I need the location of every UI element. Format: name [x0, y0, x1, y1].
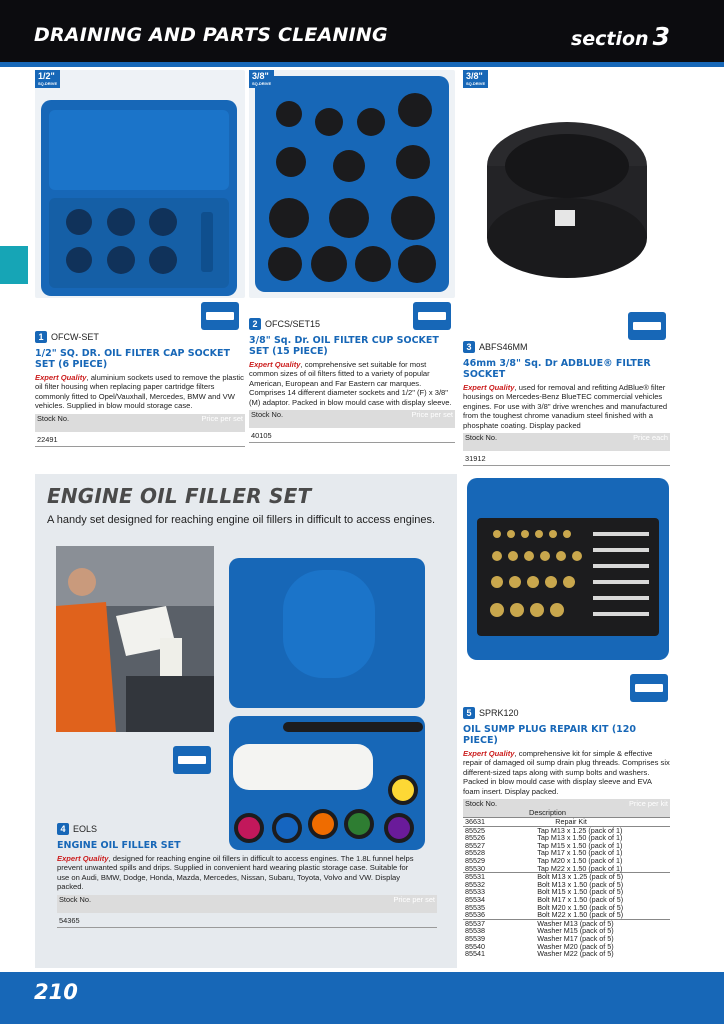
stock-header: Stock No. Price each — [463, 433, 670, 451]
description-cell: Tap M13 x 1.25 (pack of 1) — [495, 826, 670, 834]
stock-cell: 85525 — [463, 826, 495, 834]
description-cell: Repair Kit — [495, 818, 670, 827]
stock-cell: 85534 — [465, 894, 485, 904]
draper-expert-logo — [201, 302, 239, 330]
product-image — [35, 70, 245, 298]
drive-size-badge: 1/2" SQ.DRIVE — [35, 70, 60, 88]
stock-cell: 85538 — [465, 926, 485, 936]
description-cell: Bolt M20 x 1.50 (pack of 5) — [537, 902, 624, 912]
stock-number: 31912 — [463, 451, 670, 466]
page-number: 210 — [34, 980, 78, 1004]
product-description: Expert Quality, designed for reaching engine oil fillers in difficult to access engines. The 1.8L funnel helps prevent unwanted spills and drips. Supplied in convenient hard wearing plastic storage case. Suitable for use on Audi, BMW, Dodge, Honda, Mazda, Mercedes, Nissan, Subaru, Toyota, Volvo and VW. Display packed. — [57, 854, 414, 892]
product-code: EOLS — [73, 823, 98, 834]
description-cell: Washer M15 (pack of 5) — [537, 926, 614, 936]
description-cell: Tap M13 x 1.50 (pack of 1) — [537, 833, 623, 843]
stock-cell: 85527 — [465, 840, 485, 850]
adblue-socket-image — [463, 70, 670, 298]
description-cell: Tap M15 x 1.50 (pack of 1) — [537, 840, 623, 850]
description-cell: Tap M20 x 1.50 (pack of 1) — [537, 856, 623, 865]
stock-cell: 36631 — [463, 818, 495, 827]
stock-cell: 85539 — [465, 933, 485, 943]
stock-header: Stock No. Price per set — [249, 410, 455, 428]
stock-number: 54365 — [57, 913, 437, 928]
product-image — [249, 70, 455, 298]
stock-cell: 85531 — [463, 873, 495, 881]
mechanic-photo — [56, 546, 214, 732]
product-description: Expert Quality, aluminium sockets used to remove the plastic oil filter housing when replacing paper cartridge filters commonly fitted to Opel/Vauxhall, Mercedes, BMW and VW vehicles. Supplied in blow mould storage case. — [35, 373, 244, 411]
description-cell: Bolt M17 x 1.50 (pack of 5) — [537, 894, 624, 904]
description-cell: Tap M22 x 1.50 (pack of 1) — [537, 863, 623, 873]
stock-cell: 85536 — [465, 910, 485, 920]
section-label: section 3 — [570, 22, 670, 51]
product-title: ENGINE OIL FILLER SET — [57, 840, 181, 851]
product-code: OFCW-SET — [51, 331, 99, 342]
engine-oil-filler-panel — [35, 474, 457, 968]
stock-cell: 85530 — [465, 863, 485, 873]
description-cell: Bolt M15 x 1.50 (pack of 5) — [537, 887, 624, 897]
section-number: 3 — [652, 22, 670, 51]
stock-number: 40105 — [249, 428, 455, 443]
description-cell: Bolt M13 x 1.50 (pack of 5) — [537, 879, 624, 889]
product-title: 3/8" Sq. Dr. OIL FILTER CUP SOCKET SET (15 PIECE) — [249, 335, 439, 357]
draper-expert-logo — [630, 674, 668, 702]
header-stripe — [0, 62, 724, 67]
repair-kit-table — [463, 817, 670, 958]
product-code: OFCS/SET15 — [265, 318, 321, 329]
description-cell: Washer M17 (pack of 5) — [537, 933, 614, 943]
drive-size-badge: 3/8" SQ.DRIVE — [463, 70, 488, 88]
section-side-tab — [0, 246, 28, 284]
draper-expert-logo — [173, 746, 211, 774]
description-cell: Bolt M22 x 1.50 (pack of 5) — [537, 910, 624, 920]
product-number-badge: 4 — [57, 823, 69, 835]
stock-cell: 85526 — [465, 833, 485, 843]
cup-socket-case-image — [249, 70, 455, 298]
description-cell: Bolt M13 x 1.25 (pack of 5) — [495, 873, 670, 881]
product-title: OIL SUMP PLUG REPAIR KIT (120 PIECE) — [463, 724, 637, 746]
oil-filler-case-image — [223, 554, 437, 854]
draper-expert-logo — [628, 312, 666, 340]
product-number-badge: 2 — [249, 318, 261, 330]
product-image — [463, 70, 670, 298]
product-code: ABFS46MM — [479, 341, 528, 352]
stock-header: Stock No. Price per set — [35, 414, 245, 432]
socket-case-image — [35, 70, 245, 298]
stock-cell: 85540 — [465, 941, 485, 951]
repair-kit-case-image — [463, 474, 673, 664]
product-title: 1/2" SQ. DR. OIL FILTER CAP SOCKET SET (6 PIECE) — [35, 348, 230, 370]
product-number-badge: 1 — [35, 331, 47, 343]
table-row — [463, 950, 670, 958]
stock-header: Stock No. Price per set — [57, 895, 437, 913]
stock-cell: 85541 — [465, 949, 485, 959]
product-code: SPRK120 — [479, 707, 519, 718]
product-description: Expert Quality, comprehensive kit for simple & effective repair of damaged oil sump drain plug threads. Comprises six different-sized taps along with sump bolts and washers. Packed in blow mould case with display sleeve and EVA foam insert. Display packed. — [463, 749, 670, 796]
panel-subheading: A handy set designed for reaching engine oil fillers in difficult to access engines. — [47, 514, 436, 526]
page-header — [0, 0, 724, 62]
stock-cell: 85532 — [465, 879, 485, 889]
stock-cell: 85535 — [465, 902, 485, 912]
description-header: Description — [529, 808, 566, 818]
stock-number: 22491 — [35, 432, 245, 447]
product-number-badge: 3 — [463, 341, 475, 353]
description-cell: Washer M20 (pack of 5) — [537, 941, 614, 951]
description-cell: Washer M13 (pack of 5) — [495, 919, 670, 927]
description-cell: Tap M17 x 1.50 (pack of 1) — [537, 848, 623, 858]
stock-cell: 85529 — [465, 856, 485, 865]
description-cell: Washer M22 (pack of 5) — [537, 949, 614, 959]
product-number-badge: 5 — [463, 707, 475, 719]
product-description: Expert Quality, used for removal and refitting AdBlue® filter housings on Mercedes-Benz BlueTEC commercial vehicles engines. For use with 3/8" drive wrenches and manufactured from the toughest chrome vanadium steel finished with a phosphate coating. Display packed — [463, 383, 668, 430]
stock-cell: 85533 — [465, 887, 485, 897]
panel-heading: ENGINE OIL FILLER SET — [47, 484, 312, 508]
product-description: Expert Quality, comprehensive set suitable for most common sizes of oil filters fitted to a variety of popular American, European and Far Eastern car marques. Comprises 14 different diameter sockets and 1/2" (F) x 3/8" (M) adaptor. Packed in blow mould case with display sleeve. — [249, 360, 452, 407]
stock-cell: 85537 — [463, 919, 495, 927]
table-row — [463, 818, 670, 827]
header-title: DRAINING AND PARTS CLEANING — [34, 24, 388, 46]
repair-kit-card — [463, 704, 670, 958]
product-title: 46mm 3/8" Sq. Dr ADBLUE® FILTER SOCKET — [463, 358, 651, 380]
page-footer — [0, 972, 724, 1024]
drive-size-badge: 3/8" SQ.DRIVE — [249, 70, 274, 88]
stock-header: Stock No. Description Price per kit — [465, 799, 668, 818]
stock-cell: 85528 — [465, 848, 485, 858]
